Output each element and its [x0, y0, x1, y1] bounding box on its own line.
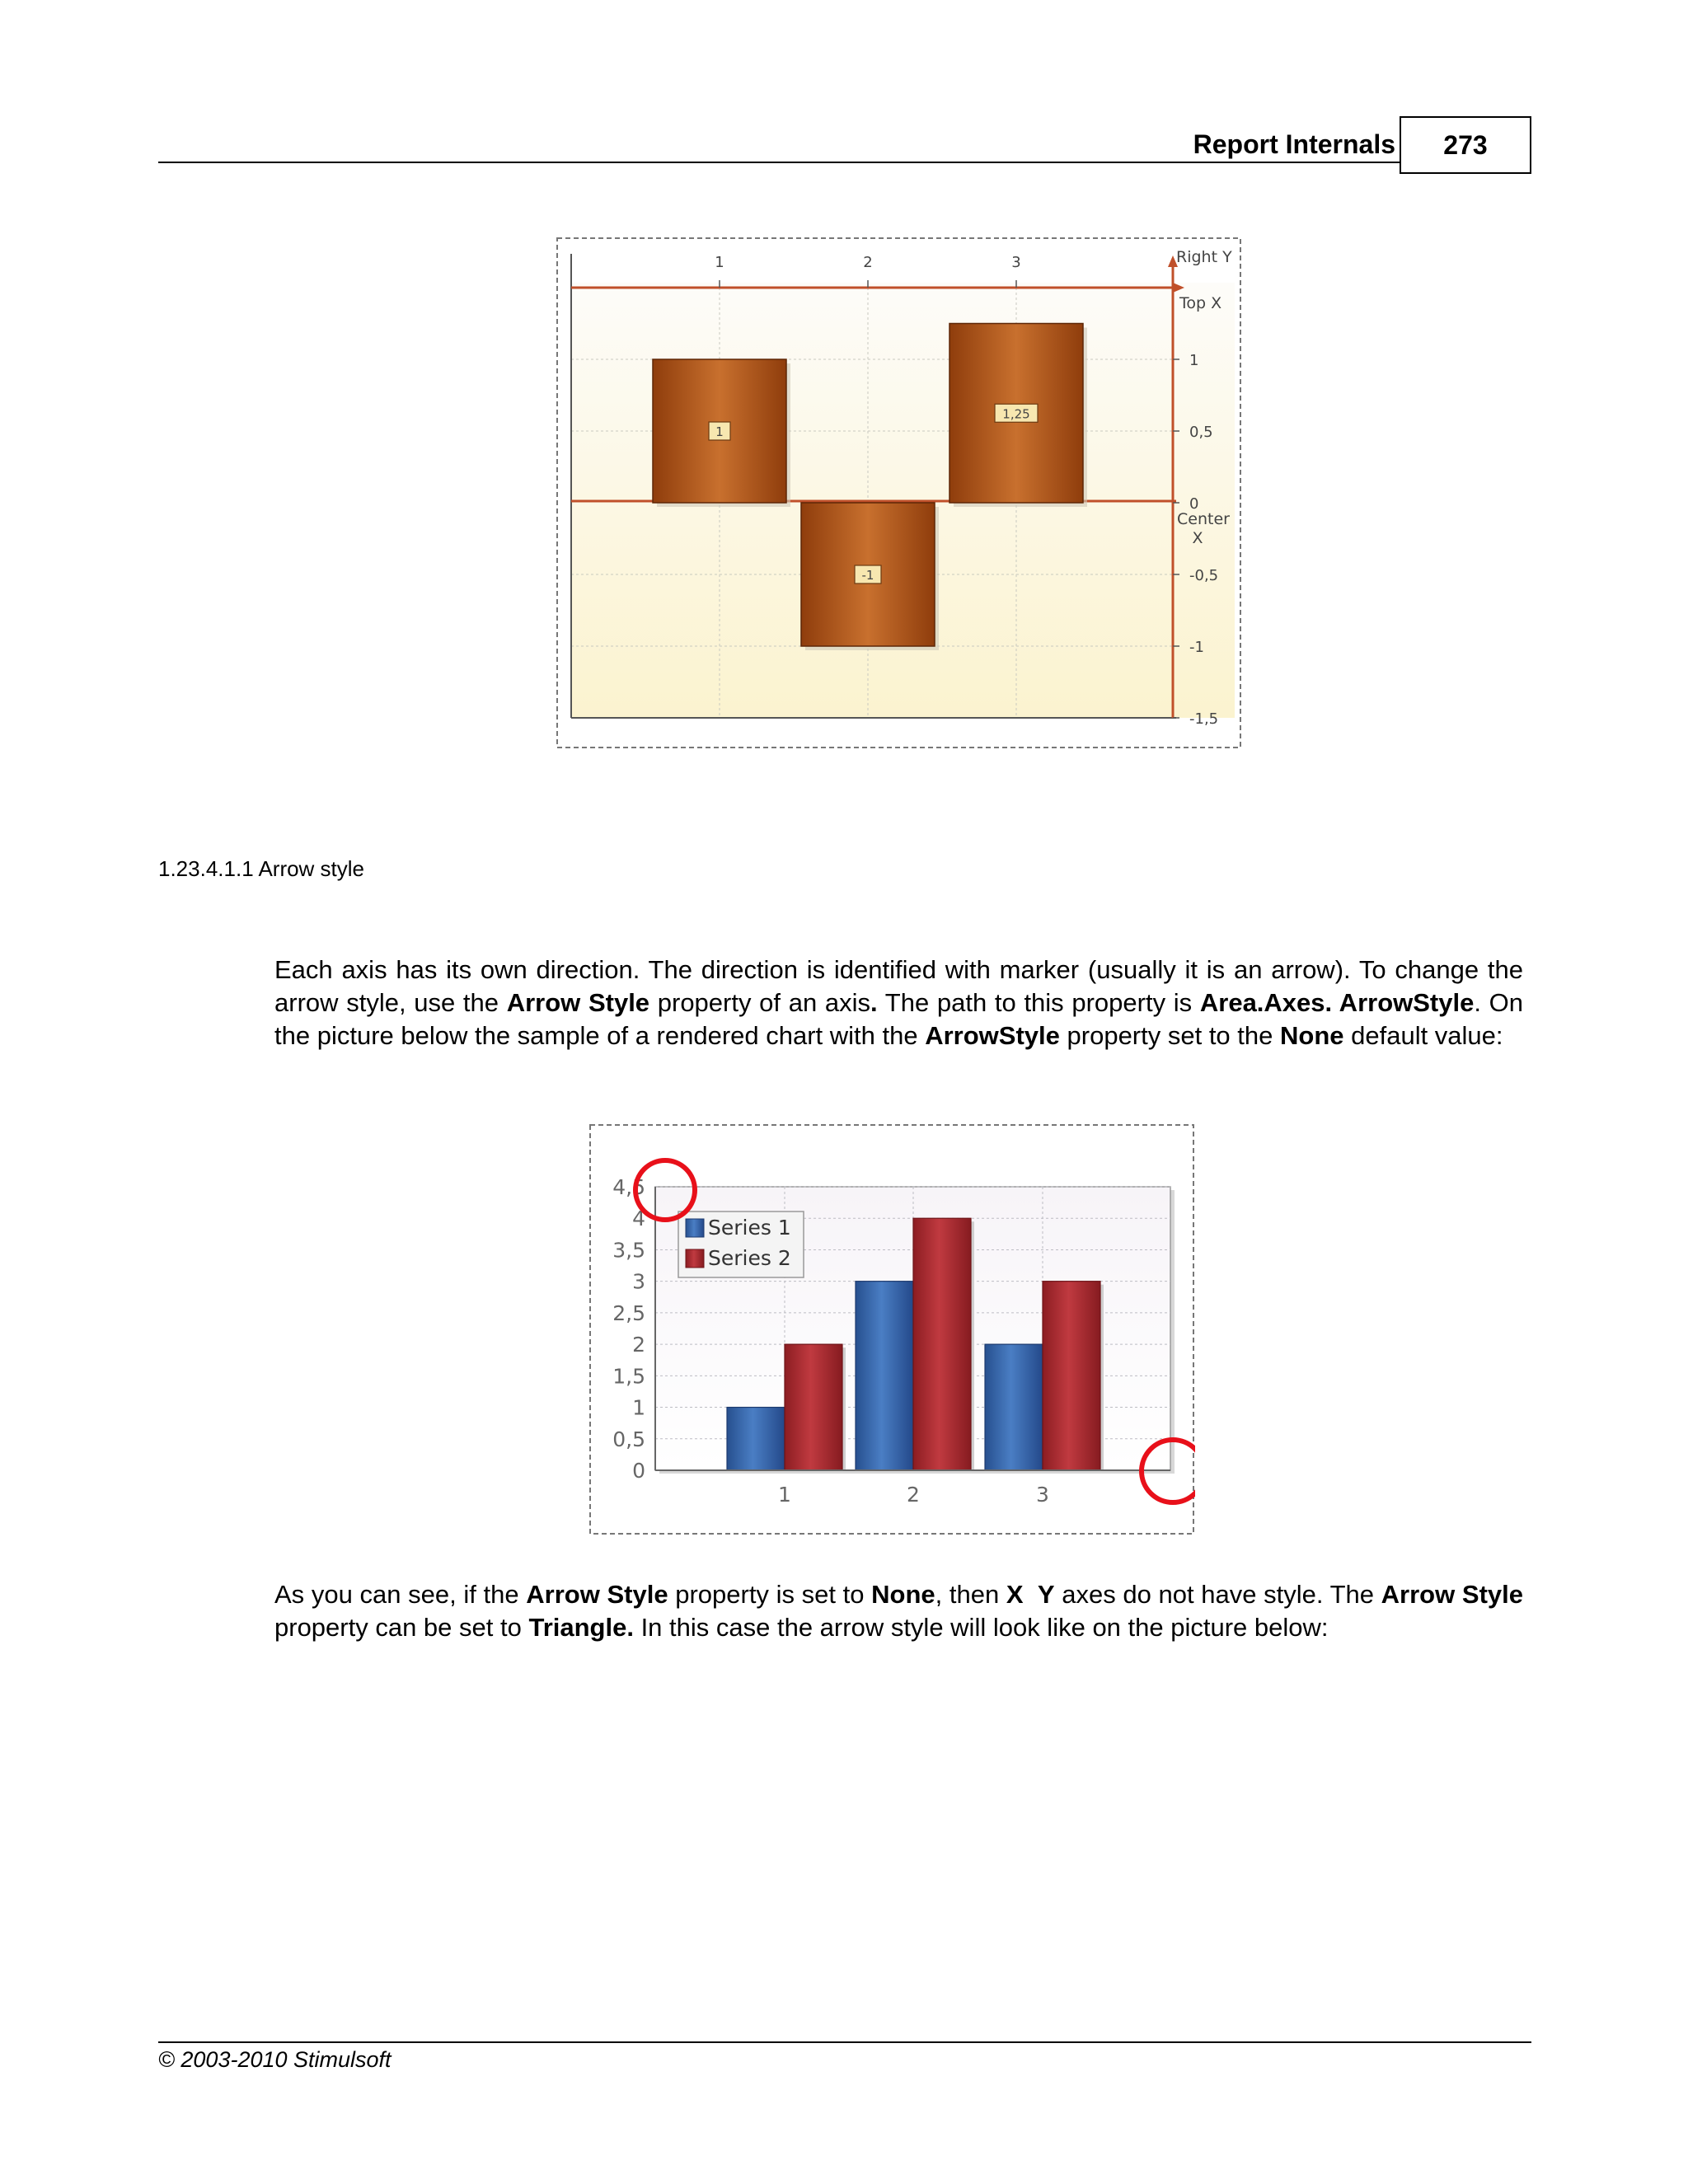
p2-text-3: , then [935, 1580, 1006, 1609]
figure-series-chart [589, 1124, 1195, 1536]
y-tick-label: 3 [632, 1269, 645, 1294]
legend [678, 1212, 804, 1277]
bar-series-1-cat-1 [727, 1408, 785, 1470]
x-tick-label-1: 1 [778, 1483, 791, 1507]
p1-term-path: Area.Axes. ArrowStyle [1199, 988, 1475, 1017]
p1-text-2: property of an axis [649, 988, 871, 1017]
p2-term-y: Y [1037, 1580, 1055, 1609]
axis-label-right-y: Right Y [1176, 248, 1232, 266]
p2-term-x: X [1006, 1580, 1024, 1609]
p2-text-7: In this case the arrow style will look like on the picture below: [633, 1613, 1329, 1642]
axes-chart [556, 237, 1242, 750]
p1-text-5: property set to the [1059, 1021, 1280, 1050]
y-tick-label: 0 [632, 1459, 645, 1483]
bar-series-1-cat-3 [985, 1344, 1043, 1470]
p1-term-arrowstyle: ArrowStyle [925, 1021, 1060, 1050]
p2-term-none: None [871, 1580, 935, 1609]
y-tick-label: 4,5 [612, 1175, 645, 1199]
p2-text-4 [1024, 1580, 1038, 1609]
data-label-1: 1 [715, 424, 724, 439]
legend-label-series-1: Series 1 [708, 1216, 791, 1240]
y-tick-label: 0,5 [1189, 424, 1213, 441]
p1-text-6: default value: [1343, 1021, 1503, 1050]
bar-series-1-cat-2 [856, 1282, 913, 1470]
data-label-3: 1,25 [1002, 406, 1030, 422]
p1-text-4: . On the picture below the sample of a rendered chart with the [274, 988, 1523, 1050]
series-chart [589, 1124, 1195, 1536]
p1-text-3: The path to this property is [877, 988, 1200, 1017]
header-rule [158, 162, 1400, 163]
p2-text-2: property is set to [668, 1580, 872, 1609]
p1-term-none: None [1280, 1021, 1344, 1050]
y-tick-label: 1,5 [612, 1364, 645, 1389]
axis-label-center: Center [1177, 510, 1230, 528]
y-tick-label: 0,5 [612, 1427, 645, 1451]
figure-axes-chart [556, 237, 1242, 750]
p1-text-1: Each axis has its own direction. The direction is identified with marker (usually it is an arrow). To change the arrow style, use the [274, 955, 1523, 1017]
y-tick-label: 3,5 [612, 1238, 645, 1263]
p2-term-arrow-style: Arrow Style [526, 1580, 668, 1609]
p2-text-1: As you can see, if the [274, 1580, 527, 1609]
x-tick-label-3: 3 [1036, 1483, 1049, 1507]
y-tick-label: 2,5 [612, 1301, 645, 1325]
running-header-title: Report Internals [1193, 129, 1395, 159]
paragraph-arrow-style-none [274, 1578, 1523, 1644]
footer-rule [158, 2041, 1531, 2043]
y-tick-label: 4 [632, 1207, 645, 1231]
y-tick-label: -1,5 [1189, 710, 1219, 728]
x-tick-label-2: 2 [907, 1483, 920, 1507]
legend-swatch-series-1 [686, 1219, 704, 1237]
p2-term-triangle: Triangle. [528, 1613, 634, 1642]
bar-series-2-cat-1 [785, 1344, 842, 1470]
bar-series-2-cat-2 [913, 1218, 971, 1470]
y-tick-label: 1 [632, 1395, 645, 1420]
y-tick-label: 1 [1189, 352, 1199, 369]
y-tick-label: 0 [1189, 495, 1199, 513]
legend-label-series-2: Series 2 [708, 1246, 791, 1270]
p2-text-5: axes do not have style. The [1054, 1580, 1381, 1609]
section-heading: 1.23.4.1.1 Arrow style [158, 856, 365, 881]
p2-text-6: property can be set to [274, 1613, 529, 1642]
y-tick-label: 2 [632, 1333, 645, 1357]
axis-label-top-x: Top X [1179, 294, 1222, 312]
data-label-2: -1 [861, 568, 874, 583]
x-tick-label-1: 1 [715, 254, 724, 271]
legend-swatch-series-2 [686, 1249, 704, 1268]
y-tick-label: -0,5 [1189, 567, 1219, 584]
page-number: 273 [1400, 116, 1531, 174]
footer-copyright: © 2003-2010 Stimulsoft [158, 2047, 392, 2072]
p1-term-arrow-style: Arrow Style [506, 988, 650, 1017]
axis-label-center-x: X [1192, 529, 1203, 547]
p2-term-arrow-style-2: Arrow Style [1381, 1580, 1523, 1609]
bar-series-2-cat-3 [1043, 1282, 1100, 1470]
y-tick-label: -1 [1189, 639, 1204, 656]
paragraph-arrow-style-intro [274, 954, 1523, 1052]
x-tick-label-2: 2 [863, 254, 873, 271]
p1-period: . [870, 988, 878, 1017]
x-tick-label-3: 3 [1011, 254, 1021, 271]
